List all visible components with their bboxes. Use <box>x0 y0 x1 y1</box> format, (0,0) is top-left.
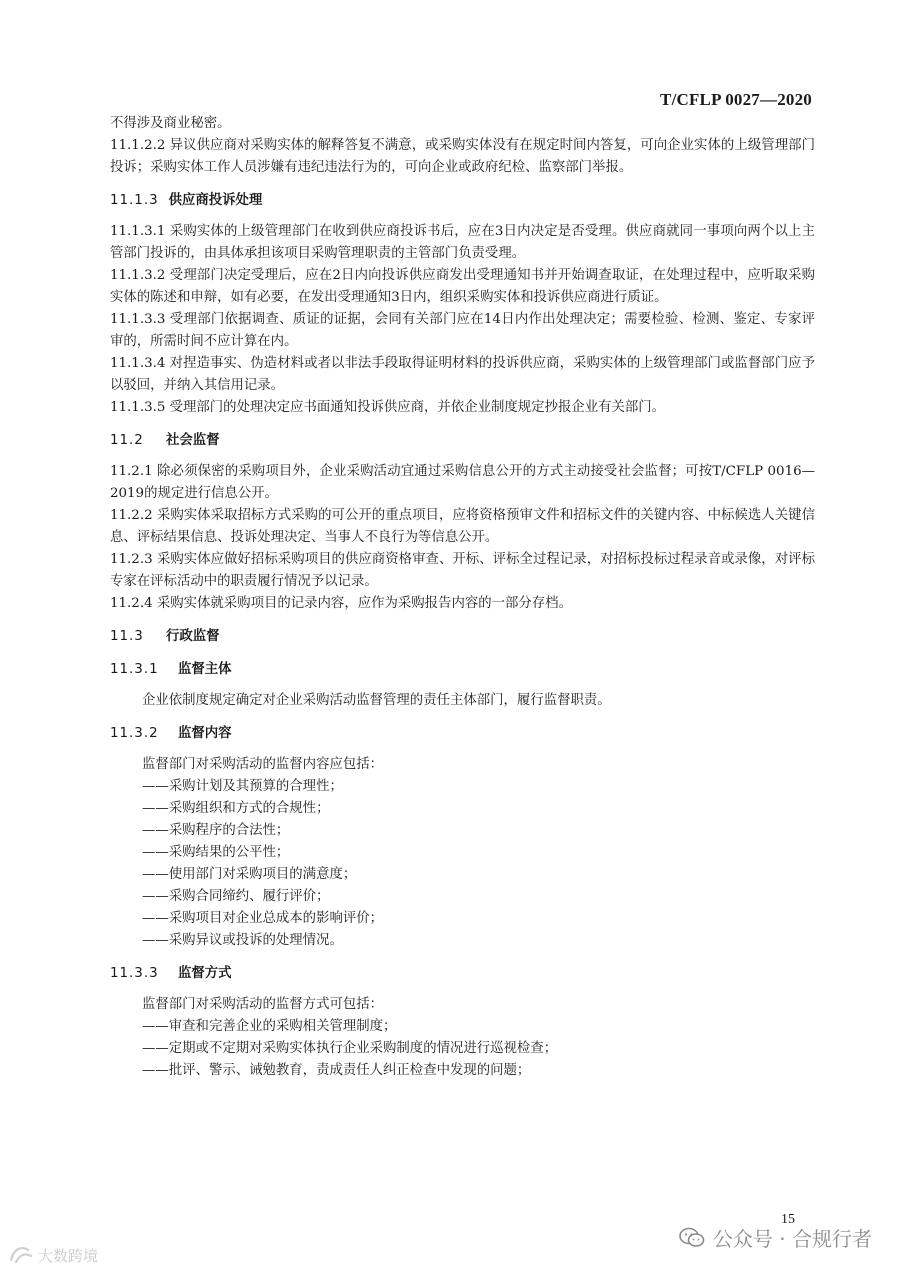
section-title: 监督方式 <box>178 966 232 981</box>
list-item: ——定期或不定期对采购实体执行企业采购制度的情况进行巡视检查； <box>142 1041 558 1056</box>
section-number: 11.3 <box>110 629 144 644</box>
list-item: ——批评、警示、诫勉教育，责成责任人纠正检查中发现的问题； <box>142 1063 531 1078</box>
subsection-heading <box>110 659 815 681</box>
paragraph: 11.2.1 除必须保密的采购项目外，企业采购活动宜通过采购信息公开的方式主动接受社会监督；可按T/CFLP 0016—2019的规定进行信息公开。 <box>110 464 815 501</box>
paragraph: 11.1.3.5 受理部门的处理决定应书面通知投诉供应商，并依企业制度规定抄报企业有关部门。 <box>110 400 666 415</box>
section-title: 供应商投诉处理 <box>168 193 263 208</box>
list-item: ——采购程序的合法性； <box>142 823 290 838</box>
list-item: ——采购组织和方式的合规性； <box>142 801 330 816</box>
paragraph: 11.1.3.1 采购实体的上级管理部门在收到供应商投诉书后，应在3日内决定是否受理。供应商就同一事项向两个以上主管部门投诉的，由具体承担该项目采购管理职责的主管部门负责受理。 <box>110 224 815 261</box>
section-number: 11.3.1 <box>110 662 159 677</box>
section-heading <box>110 430 815 452</box>
page-number: 15 <box>781 1212 795 1227</box>
paragraph: 11.2.2 采购实体采取招标方式采购的可公开的重点项目，应将资格预审文件和招标文件的关键内容、中标候选人关键信息、评标结果信息、投诉处理决定、当事人不良行为等信息公开。 <box>110 508 815 545</box>
paragraph: 11.1.3.4 对捏造事实、伪造材料或者以非法手段取得证明材料的投诉供应商，采购实体的上级管理部门或监督部门应予以驳回，并纳入其信用记录。 <box>110 356 815 393</box>
subsection-heading <box>110 723 815 745</box>
paragraph: 11.2.3 采购实体应做好招标采购项目的供应商资格审查、开标、评标全过程记录，对招标投标过程录音或录像，对评标专家在评标活动中的职责履行情况予以记录。 <box>110 552 815 589</box>
section-number: 11.1.3 <box>110 193 159 208</box>
paragraph: 11.1.3.3 受理部门依据调查、质证的证据，会同有关部门应在14日内作出处理决定；需要检验、检测、鉴定、专家评审的，所需时间不应计算在内。 <box>110 312 815 349</box>
watermark-brand-text: 大数跨境 <box>38 1246 99 1265</box>
list-intro: 监督部门对采购活动的监督方式可包括： <box>142 997 384 1012</box>
paragraph: 不得涉及商业秘密。 <box>110 116 231 131</box>
section-title: 行政监督 <box>166 629 220 644</box>
list-item: ——使用部门对采购项目的满意度； <box>142 867 357 882</box>
paragraph: 企业依制度规定确定对企业采购活动监督管理的责任主体部门，履行监督职责。 <box>142 693 611 708</box>
section-heading <box>110 190 815 212</box>
section-heading <box>110 626 815 648</box>
paragraph: 11.1.3.2 受理部门决定受理后，应在2日内向投诉供应商发出受理通知书并开始调查取证，在处理过程中，应听取采购实体的陈述和申辩，如有必要，在发出受理通知3日内，组织采购实体和投诉供应商进行质证。 <box>110 268 815 305</box>
list-item: ——采购计划及其预算的合理性； <box>142 779 343 794</box>
paragraph: 11.2.4 采购实体就采购项目的记录内容，应作为采购报告内容的一部分存档。 <box>110 596 572 611</box>
list-item: ——采购项目对企业总成本的影响评价； <box>142 911 384 926</box>
document-body <box>110 113 815 1082</box>
logo-mark-icon <box>8 1244 34 1266</box>
subsection-heading <box>110 963 815 985</box>
list-intro: 监督部门对采购活动的监督内容应包括： <box>142 757 384 772</box>
section-title: 监督主体 <box>178 662 232 677</box>
wechat-icon <box>679 1227 705 1249</box>
list-item: ——审查和完善企业的采购相关管理制度； <box>142 1019 397 1034</box>
section-number: 11.3.3 <box>110 966 159 981</box>
section-number: 11.2 <box>110 433 144 448</box>
list-item: ——采购合同缔约、履行评价； <box>142 889 330 904</box>
watermark-account-text: 公众号 · 合规行者 <box>712 1227 872 1251</box>
doc-code: T/CFLP 0027—2020 <box>660 90 812 109</box>
section-title: 监督内容 <box>178 726 232 741</box>
list-item: ——采购结果的公平性； <box>142 845 290 860</box>
section-title: 社会监督 <box>166 433 220 448</box>
watermark-account <box>679 1223 872 1252</box>
watermark-brand <box>8 1244 98 1266</box>
paragraph: 11.1.2.2 异议供应商对采购实体的解释答复不满意，或采购实体没有在规定时间内答复，可向企业实体的上级管理部门投诉；采购实体工作人员涉嫌有违纪违法行为的，可向企业或政府纪检、监察部门举报。 <box>110 138 815 175</box>
list-item: ——采购异议或投诉的处理情况。 <box>142 933 343 948</box>
section-number: 11.3.2 <box>110 726 159 741</box>
